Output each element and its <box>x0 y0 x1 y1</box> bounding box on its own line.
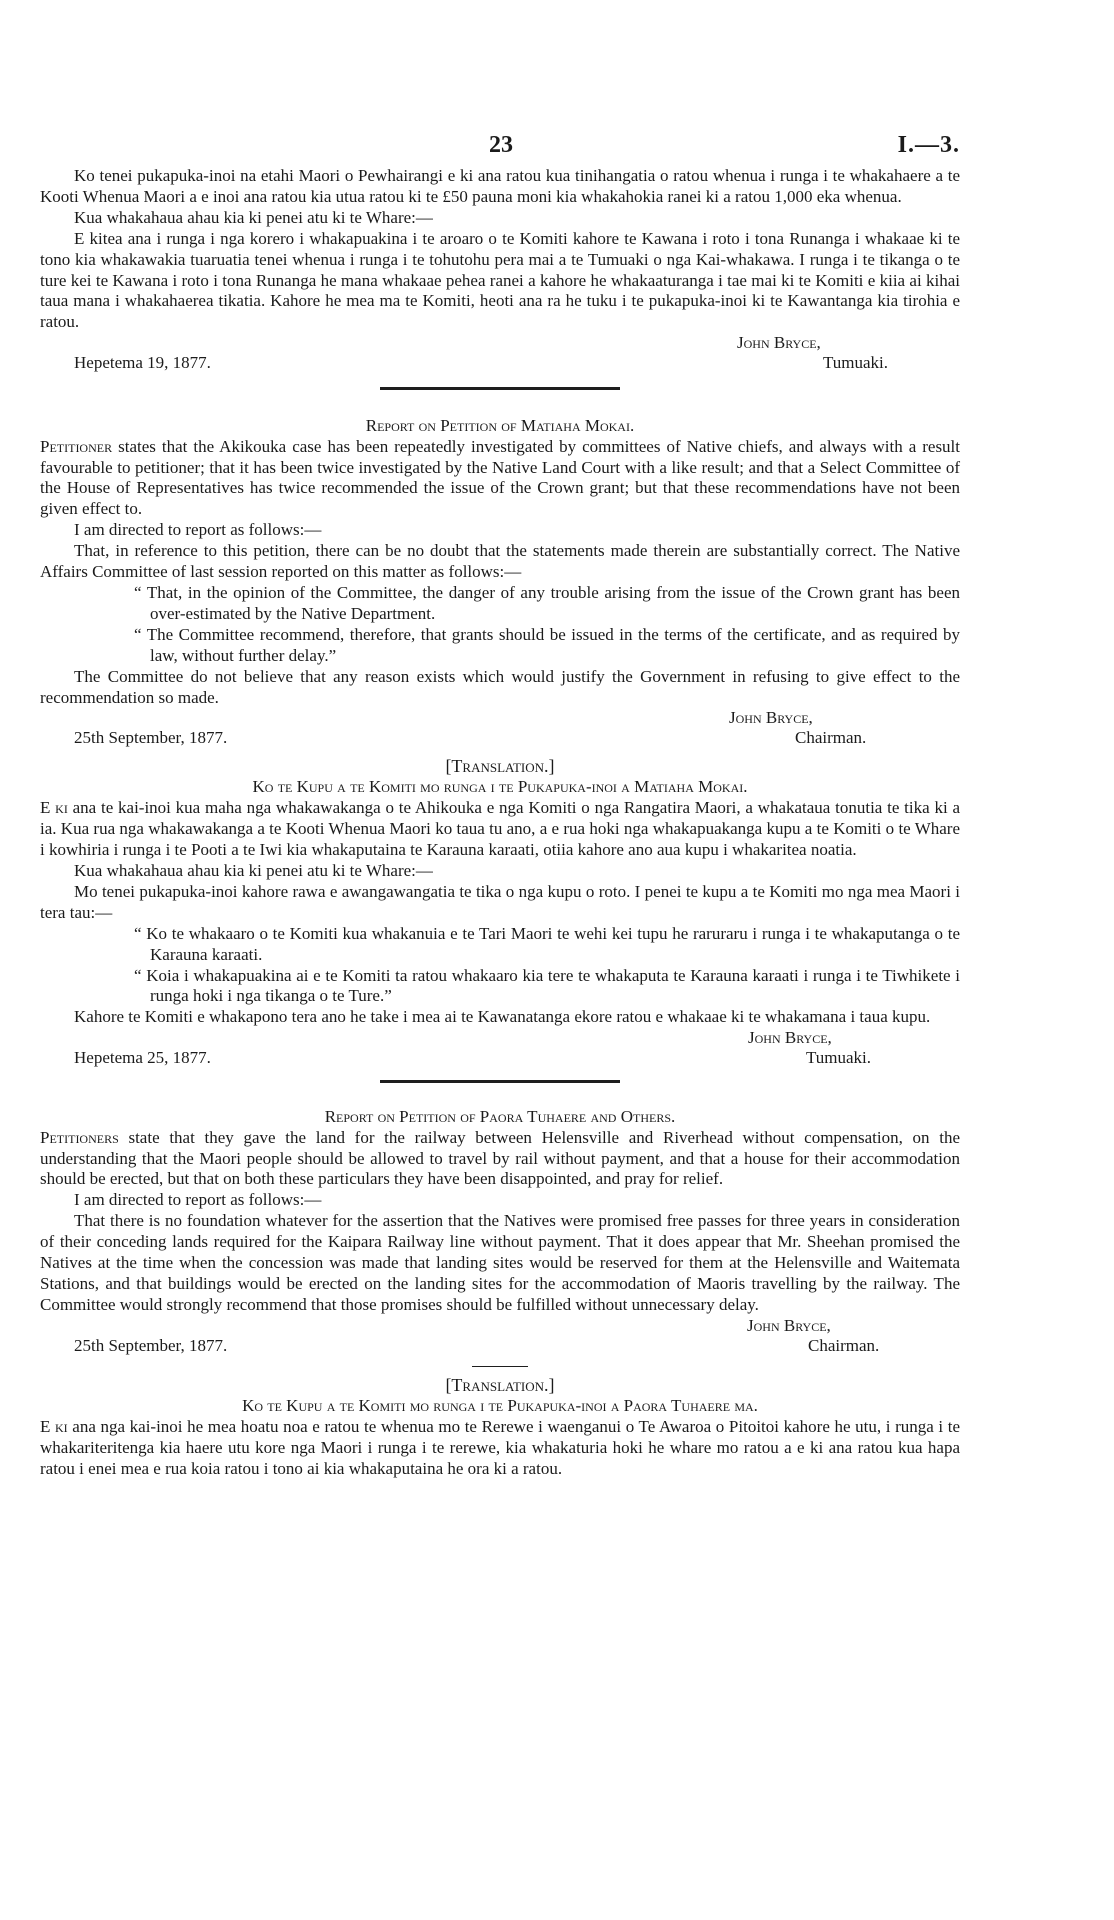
page-header <box>40 132 960 166</box>
paragraph <box>40 437 960 521</box>
paragraph <box>40 1417 960 1480</box>
signatory-name: John Bryce, <box>748 1028 832 1048</box>
signature-block <box>40 333 960 373</box>
quotation: “ Ko te whakaaro o te Komiti kua whakanuia e te Tari Maori te wehi kei tupu he raruraru i runga i te whakaputanga o te Karauna karaati. <box>134 923 960 964</box>
date: 25th September, 1877. <box>74 728 228 748</box>
signature-block <box>40 1316 960 1356</box>
paragraph: That, in reference to this petition, there can be no doubt that the statements made therein are substantially correct. The Native Affairs Committee of last session reported on this matter as follows:— <box>40 541 960 582</box>
paragraph-text: state that they gave the land for the railway between Helensville and Riverhead without compensation, on the understanding that the Maori people should be allowed to travel by rail without payment, and that a house for their accommodation should be erected, but that on both these particulars they have been disappointed, and pray for relief. <box>40 1127 960 1189</box>
signatory-title: Chairman. <box>795 728 867 748</box>
section-title: Ko te Kupu a te Komiti mo runga i te Pukapuka-inoi a Paora Tuhaere ma. <box>242 1396 758 1416</box>
signature-block <box>40 708 960 748</box>
paragraph-text: states that the Akikouka case has been repeatedly investigated by committees of Native chiefs, and always with a result favourable to petitioner; that it has been twice investigated by the Native Land Court with a like result; and that a Select Committee of the House of Representatives has twice recommended the issue of the Crown grant; but that these recommendations have not been given effect to. <box>40 436 960 519</box>
signatory-title: Tumuaki. <box>823 353 889 373</box>
lead-word: E ki <box>40 798 68 818</box>
section-title: Report on Petition of Matiaha Mokai. <box>365 415 635 435</box>
paragraph: Kua whakahaua ahau kia ki penei atu ki te Whare:— <box>74 860 433 880</box>
lead-word: Petitioner <box>40 436 113 456</box>
signatory-name: John Bryce, <box>737 333 821 353</box>
paragraph: The Committee do not believe that any reason exists which would justify the Government in refusing to give effect to the recommendation so made. <box>40 666 960 707</box>
signature-block <box>40 1028 960 1068</box>
lead-word: E ki <box>40 1417 68 1437</box>
document-page <box>40 132 960 1480</box>
paragraph: Ko tenei pukapuka-inoi na etahi Maori o Pewhairangi e ki ana ratou kua tinihangatia o ratou whenua i runga i te whakahaere a te Kooti Whenua Maori a e inoi ana ratou kia utua ratou ki te £50 pauna moni kia whakahokia ranei ki a ratou 1,000 eka whenua. <box>40 166 960 206</box>
quotation: “ Koia i whakapuakina ai e te Komiti ta ratou whakaaro kia tere te whakaputa te Karauna karaati i runga i te Tiwhikete i runga hoki i nga tikanga o te Ture.” <box>134 965 960 1006</box>
translation-label: [Translation.] <box>445 1375 555 1396</box>
document-reference: I.—3. <box>897 132 960 158</box>
paragraph: I am directed to report as follows:— <box>74 520 322 540</box>
date: Hepetema 25, 1877. <box>74 1048 211 1068</box>
paragraph <box>40 1128 960 1191</box>
section-divider <box>380 387 620 390</box>
date: Hepetema 19, 1877. <box>74 353 211 373</box>
paragraph: Mo tenei pukapuka-inoi kahore rawa e awangawangatia te tika o nga kupu o roto. I penei te kupu a te Komiti mo nga mea Maori i tera tau:— <box>40 881 960 922</box>
paragraph-text: ana te kai-inoi kua maha nga whakawakanga o te Ahikouka e nga Komiti o nga Rangatira Maori, a whakataua tonutia te tika ki a ia. Kua rua nga whakawakanga a te Kooti Whenua Maori ko taua tu ano, a e rua hoki nga whakapuakanga kupu a te Komiti o te Whare i kowhiria i runga i te Pooti a te Iwi kia whakaputaina te Karauna karaati, otiia kahore ano aua kupu i whakaritea noatia. <box>40 798 960 860</box>
short-divider <box>472 1366 528 1368</box>
paragraph <box>40 798 960 861</box>
signatory-title: Tumuaki. <box>806 1048 872 1068</box>
paragraph: E kitea ana i runga i nga korero i whakapuakina i te aroaro o te Komiti kahore te Kawana i roto i tona Runanga i whakaae ki te tono kia whakawakia tuaruatia tenei whenua i runga i te tohutohu pera mai a te Tumuaki o nga Kai-whakawa. I runga i te tikanga o te ture kei te Kawana i roto i tona Runanga he mana whakaae pehea ranei a kahore he whakaaturanga i tae mai ki te Komiti e kiia ai kihai taua mana i whakahaerea tikatia. Kahore he mea ma te Komiti, heoti ana ra he tuku i te pukapuka-inoi ki te Kawantanga kia tirohia e ratou. <box>40 228 960 332</box>
translation-label: [Translation.] <box>445 756 555 777</box>
paragraph: I am directed to report as follows:— <box>74 1190 322 1210</box>
lead-word: Petitioners <box>40 1127 119 1147</box>
page-number: 23 <box>489 132 513 158</box>
paragraph: Kua whakahaua ahau kia ki penei atu ki te Whare:— <box>74 207 433 227</box>
section-divider <box>380 1080 620 1083</box>
signatory-name: John Bryce, <box>729 708 813 728</box>
quotation: “ The Committee recommend, therefore, that grants should be issued in the terms of the certificate, and as required by law, without further delay.” <box>134 624 960 665</box>
section-title: Ko te Kupu a te Komiti mo runga i te Pukapuka-inoi a Matiaha Mokai. <box>252 777 748 797</box>
quotation: “ That, in the opinion of the Committee, the danger of any trouble arising from the issue of the Crown grant has been over-estimated by the Native Department. <box>134 583 960 623</box>
paragraph: That there is no foundation whatever for the assertion that the Natives were promised free passes for three years in consideration of their conceding lands required for the Kaipara Railway line without payment. That it does appear that Mr. Sheehan promised the Natives at the time when the concession was made that landing sites would be reserved for them at the Helensville and Waitemata Stations, and that buildings would be erected on the landing sites for the accommodation of Maoris travelling by the railway. The Committee would strongly recommend that those promises should be fulfilled without unnecessary delay. <box>40 1211 960 1314</box>
section-title: Report on Petition of Paora Tuhaere and Others. <box>324 1106 676 1126</box>
paragraph-text: ana nga kai-inoi he mea hoatu noa e ratou te whenua mo te Rerewe i waenganui o Te Awaroa o Pitoitoi kahore he utu, i runga i te whakariteritenga kia haere utu kore nga Maori i runga i te rerewe, kia whakaturia hoki he whare mo ratou a e ki ana ratou kua hapa ratou i enei mea e rua koia ratou i tono ai kia whakaputaina he ora ki a ratou. <box>40 1417 960 1478</box>
signatory-title: Chairman. <box>808 1335 880 1355</box>
signatory-name: John Bryce, <box>747 1315 831 1335</box>
paragraph: Kahore te Komiti e whakapono tera ano he take i mea ai te Kawanatanga ekore ratou e whakaae ki te whakamana i taua kupu. <box>74 1007 931 1027</box>
date: 25th September, 1877. <box>74 1335 228 1355</box>
